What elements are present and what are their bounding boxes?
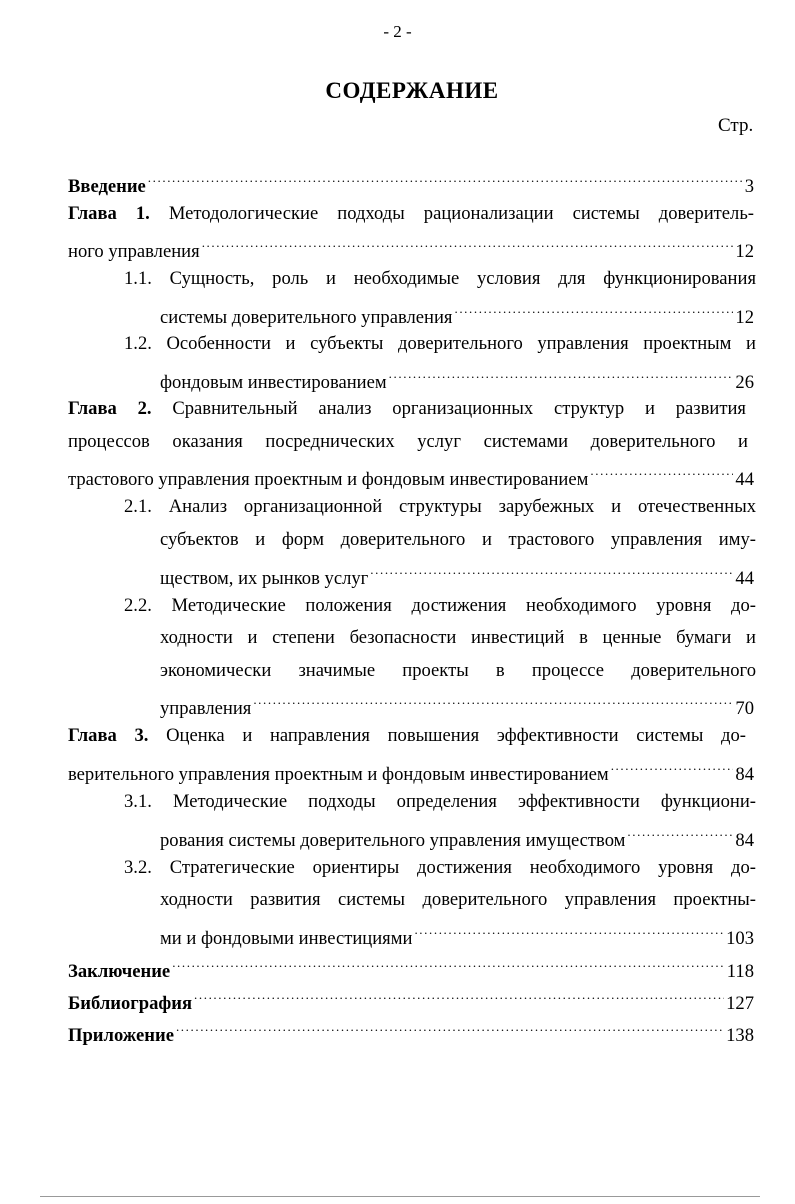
toc-entry-section-1-2[interactable] — [124, 333, 756, 355]
toc-page: 118 — [726, 961, 754, 982]
section-title-cont: рования системы доверительного управления имуществом — [160, 830, 626, 851]
section-title: 2.2. Методические положения достижения необходимого уровня до- — [124, 595, 756, 616]
page-title: СОДЕРЖАНИЕ — [325, 78, 499, 103]
chapter-title: Оценка и направления повышения эффективности системы до- — [166, 725, 746, 746]
toc-entry-chapter-1[interactable] — [68, 203, 754, 225]
toc-entry-chapter-2[interactable] — [68, 398, 746, 420]
chapter-title: Сравнительный анализ организационных структур и развития — [172, 398, 746, 419]
toc-label: Заключение — [68, 961, 171, 982]
chapter-title-cont: верительного управления проектным и фондовым инвестированием — [68, 764, 609, 785]
page-column-label: Стр. — [718, 115, 754, 136]
chapter-title-cont: трастового управления проектным и фондовым инвестированием — [68, 469, 589, 490]
page-number: - 2 - — [383, 22, 412, 41]
section-title: 1.2. Особенности и субъекты доверительного управления проектным и — [124, 333, 756, 354]
toc-entry-chapter-3-cont — [68, 758, 754, 785]
toc-entry-section-2-1-cont2 — [160, 562, 754, 589]
section-title: 2.1. Анализ организационной структуры зарубежных и отечественных — [124, 496, 756, 517]
section-title: 3.2. Стратегические ориентиры достижения необходимого уровня до- — [124, 857, 756, 878]
toc-page: 12 — [735, 307, 754, 328]
toc-page: 44 — [735, 568, 754, 589]
toc-page: 84 — [735, 764, 754, 785]
section-title-cont: ходности и степени безопасности инвестиций в ценные бумаги и — [160, 627, 756, 648]
toc-page: 70 — [735, 698, 754, 719]
toc-entry-section-3-1-cont — [160, 824, 754, 851]
dot-leader — [202, 235, 734, 257]
chapter-title: Методологические подходы рационализации системы доверитель- — [168, 203, 754, 224]
dot-leader — [172, 955, 725, 977]
chapter-label: Глава 1. — [68, 203, 150, 224]
section-title-cont: управления — [160, 698, 252, 719]
toc-entry-section-1-1[interactable] — [124, 268, 756, 290]
dot-leader — [414, 922, 724, 944]
scan-edge-line — [40, 1196, 760, 1197]
chapter-title-cont: ного управления — [68, 241, 200, 262]
chapter-label: Глава 2. — [68, 398, 152, 419]
dot-leader — [148, 170, 743, 192]
toc-entry-section-2-1[interactable] — [124, 496, 756, 518]
dot-leader — [253, 692, 733, 714]
section-title-cont: системы доверительного управления — [160, 307, 453, 328]
section-title: 3.1. Методические подходы определения эффективности функциони- — [124, 791, 756, 812]
toc-entry-chapter-3[interactable] — [68, 725, 746, 747]
section-title-cont: ходности развития системы доверительного управления проектны- — [160, 889, 756, 910]
toc-entry-chapter-1-cont — [68, 235, 754, 262]
dot-leader — [611, 758, 734, 780]
toc-entry-section-2-2-cont3 — [160, 692, 754, 719]
toc-entry-section-1-2-cont — [160, 366, 754, 393]
toc-entry-section-3-1[interactable] — [124, 791, 756, 813]
toc-label: Приложение — [68, 1025, 174, 1046]
dot-leader — [454, 301, 733, 323]
toc-label: Библиография — [68, 993, 193, 1014]
toc-entry-section-2-2-cont — [160, 627, 756, 649]
dot-leader — [627, 824, 733, 846]
toc-entry-conclusion[interactable] — [68, 955, 754, 982]
toc-entry-section-1-1-cont — [160, 301, 754, 328]
toc-entry-appendix[interactable] — [68, 1019, 754, 1046]
toc-page: 3 — [744, 176, 754, 197]
section-title-cont: ществом, их рынков услуг — [160, 568, 369, 589]
dot-leader — [370, 562, 733, 584]
dot-leader — [590, 463, 733, 485]
toc-entry-chapter-2-cont2 — [68, 463, 754, 490]
toc-entry-section-2-2[interactable] — [124, 595, 756, 617]
toc-page: 103 — [726, 928, 754, 949]
chapter-label: Глава 3. — [68, 725, 149, 746]
toc-page: 84 — [735, 830, 754, 851]
dot-leader — [176, 1019, 724, 1041]
section-title: 1.1. Сущность, роль и необходимые условия для функционирования — [124, 268, 756, 289]
dot-leader — [389, 366, 734, 388]
section-title-cont: субъектов и форм доверительного и трастового управления иму- — [160, 529, 756, 550]
toc-label: Введение — [68, 176, 146, 197]
toc-page: 44 — [735, 469, 754, 490]
section-title-cont: ми и фондовыми инвестициями — [160, 928, 413, 949]
section-title-cont: фондовым инвестированием — [160, 372, 387, 393]
toc-entry-section-2-1-cont — [160, 529, 756, 551]
toc-page: 138 — [726, 1025, 754, 1046]
toc-page: 127 — [726, 993, 754, 1014]
section-title-cont: экономически значимые проекты в процессе доверительного — [160, 660, 756, 681]
toc-entry-bibliography[interactable] — [68, 987, 754, 1014]
toc-entry-section-3-2-cont2 — [160, 922, 754, 949]
toc-entry-section-3-2-cont — [160, 889, 756, 911]
toc-entry-intro[interactable] — [68, 170, 754, 197]
dot-leader — [194, 987, 724, 1009]
toc-entry-chapter-2-cont — [68, 431, 748, 453]
toc-entry-section-3-2[interactable] — [124, 857, 756, 879]
toc-page: 26 — [735, 372, 754, 393]
toc-page: 12 — [735, 241, 754, 262]
toc-entry-section-2-2-cont2 — [160, 660, 756, 682]
chapter-title-cont: процессов оказания посреднических услуг системами доверительного и — [68, 431, 748, 452]
